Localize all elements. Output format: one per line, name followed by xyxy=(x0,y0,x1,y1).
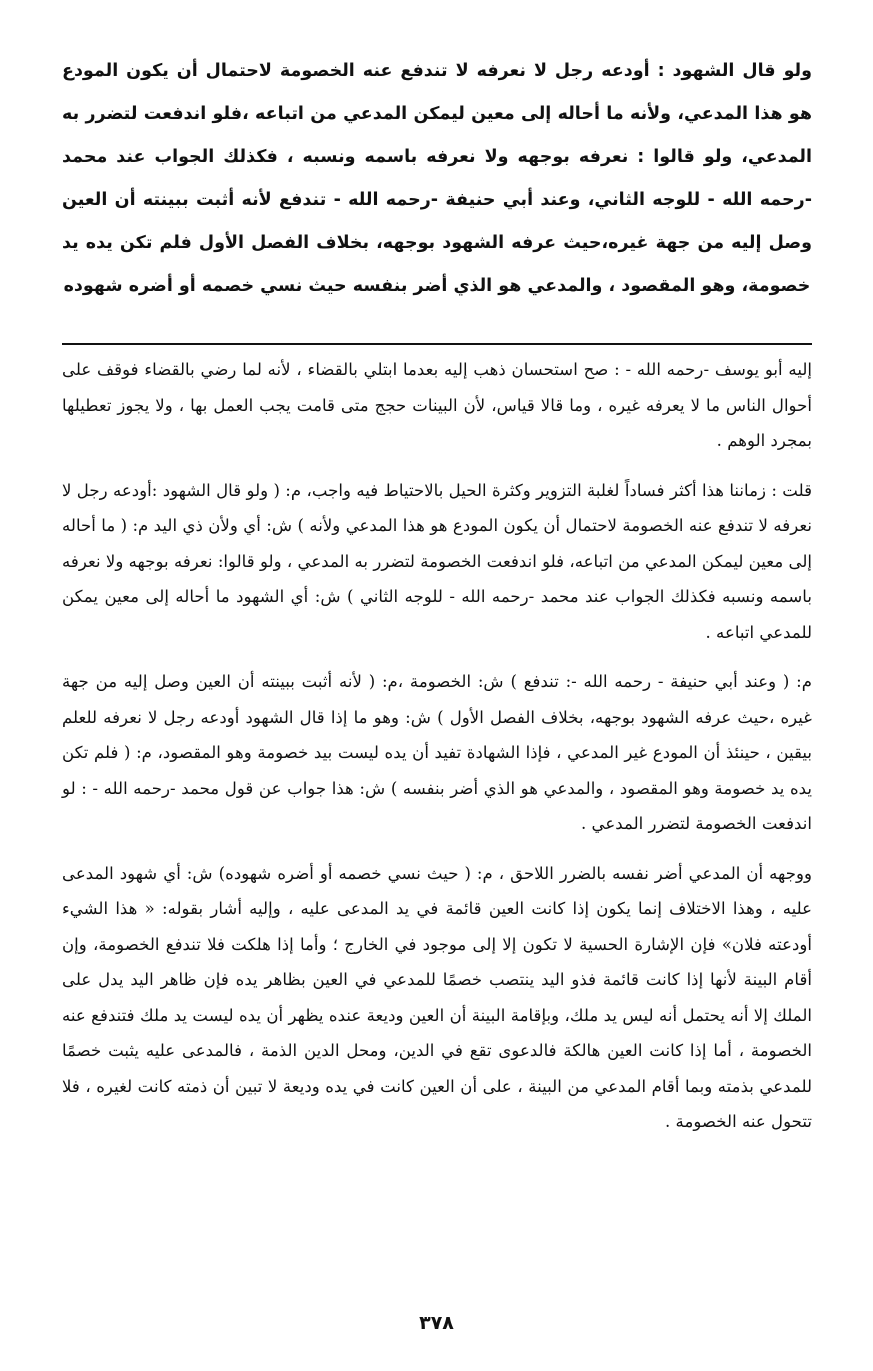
main-text xyxy=(62,50,812,308)
section-divider xyxy=(62,343,812,345)
main-text-block xyxy=(62,50,812,308)
commentary-block xyxy=(62,352,812,1154)
commentary-paragraph-2: قلت : زماننا هذا أكثر فساداً لغلبة التزوير وكثرة الحيل بالاحتياط فيه واجب، م: ( ولو قال الشهود :أودعه رجل لا نعرفه لا تندفع عنه الخصومة لاحتمال أن يكون المودع هو هذا المدعي ولأنه ) ش: أي ولأن ذي اليد م: ( ما أحاله إلى معين ليمكن المدعي من اتباعه، فلو اندفعت الخصومة لتضرر به المدعي ، ولو قالوا: نعرفه بوجهه ولا نعرفه باسمه ونسبه فكذلك الجواب عند محمد -رحمه الله - للوجه الثاني ) ش: أي الشهود ما أحاله إلى معين يمكن للمدعي اتباعه . xyxy=(62,480,812,642)
main-paragraph: ولو قال الشهود : أودعه رجل لا نعرفه لا تندفع عنه الخصومة لاحتمال أن يكون المودع هو هذا المدعي، ولأنه ما أحاله إلى معين ليمكن المدعي من اتباعه ،فلو اندفعت لتضرر به المدعي، ولو قالوا : نعرفه بوجهه ولا نعرفه باسمه ونسبه ، فكذلك الجواب عند محمد -رحمه الله - للوجه الثاني، وعند أبي حنيفة -رحمه الله - تندفع لأنه أثبت ببينته أن العين وصل إليه من جهة غيره،حيث عرفه الشهود بوجهه، بخلاف الفصل الأول فلم تكن يده يد خصومة، وهو المقصود ، والمدعي هو الذي أضر بنفسه حيث نسي خصمه أو أضره شهوده xyxy=(62,61,812,296)
commentary-paragraph-4: ووجهه أن المدعي أضر نفسه بالضرر اللاحق ، م: ( حيث نسي خصمه أو أضره شهوده) ش: أي شهود المدعى عليه ، وهذا الاختلاف إنما يكون إذا كانت العين قائمة في يد المدعى عليه ، وإليه أشار بقوله: « هذا الشيء أودعته فلان» فإن الإشارة الحسية لا تكون إلا إلى موجود في الخارج ؛ وأما إذا هلكت فلا تندفع الخصومة، وإن أقام البينة لأنها إذا كانت قائمة فذو اليد ينتصب خصمًا للمدعي في العين بظاهر يده فإن ظاهر اليد يدل على الملك إلا أنه يحتمل أنه ليس يد ملك، وبإقامة البينة أن العين وديعة عنده يظهر أن يده ليست يد ملك فتندفع عنه الخصومة ، أما إذا كانت العين هالكة فالدعوى تقع في الدين، ومحل الدين الذمة ، فالمدعى عليه يثبت خصمًا للمدعي بذمته وبما أقام المدعي من البينة ، على أن العين كانت في يده وديعة لا تبين أن ذمته كانت لغيره ، فلا تتحول عنه الخصومة . xyxy=(62,863,812,1131)
page-number: ٣٧٨ xyxy=(419,1312,454,1334)
commentary-paragraph-3: م: ( وعند أبي حنيفة - رحمه الله -: تندفع ) ش: الخصومة ،م: ( لأنه أثبت ببينته أن العين وصل إليه من جهة غيره ،حيث عرفه الشهود بوجهه، بخلاف الفصل الأول ) ش: وهو ما إذا قال الشهود أودعه رجل لا نعرفه للعلم بيقين ، حينئذ أن المودع غير المدعي ، فإذا الشهادة تفيد أن يده ليست بيد خصومة وهو المقصود، م: ( فلم تكن يده يد خصومة وهو المقصود ، والمدعي هو الذي أضر بنفسه ) ش: هذا جواب عن قول محمد -رحمه الله - : لو اندفعت الخصومة لتضرر المدعي . xyxy=(62,672,812,833)
commentary-paragraph-1: إليه أبو يوسف -رحمه الله - : صح استحسان ذهب إليه بعدما ابتلي بالقضاء ، لأنه لما رضي بالقضاء فوقف على أحوال الناس ما لا يعرفه غيره ، وما قالا قياس، لأن البينات حجج متى قامت يجب العمل بها ، ولا يجوز تعطيلها بمجرد الوهم . xyxy=(62,360,812,450)
